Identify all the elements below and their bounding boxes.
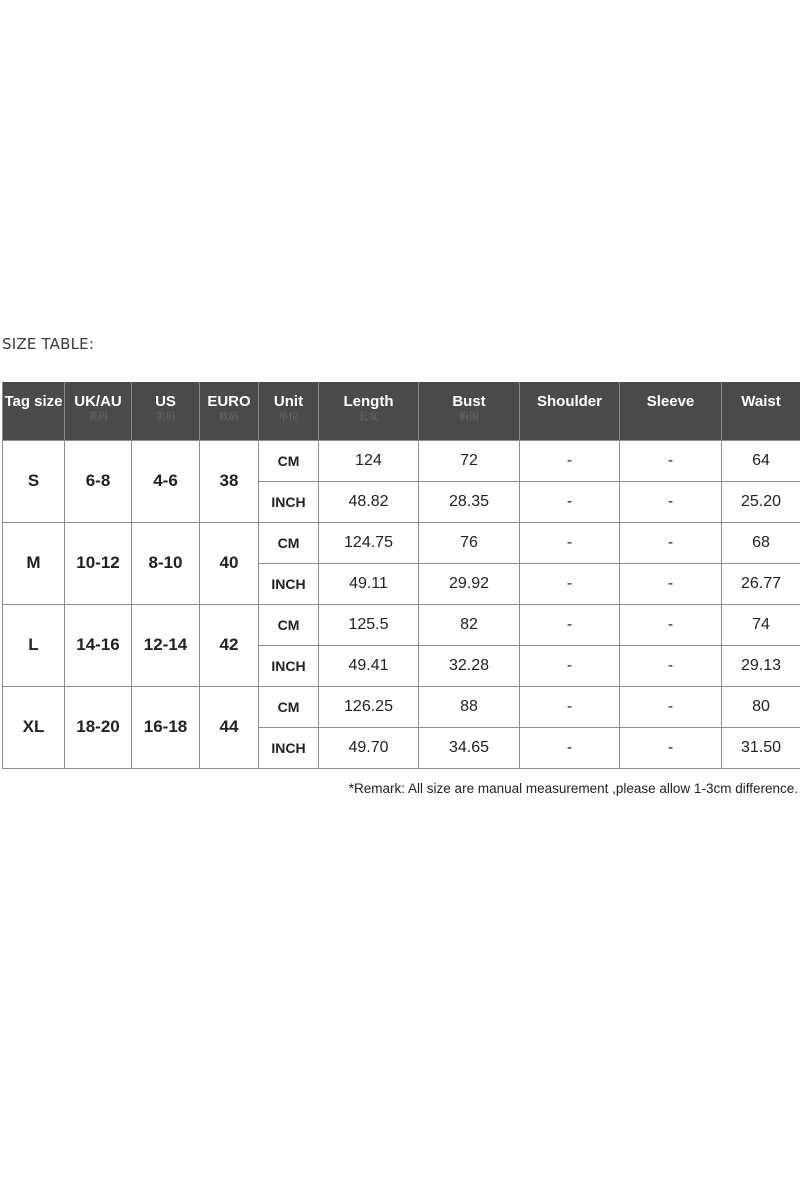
bust-cell: 82	[419, 604, 520, 645]
unit-cell: CM	[259, 686, 319, 727]
bust-cell: 76	[419, 522, 520, 563]
us-cell: 16-18	[132, 686, 200, 768]
length-cell: 126.25	[319, 686, 419, 727]
tag-size-cell: L	[3, 604, 65, 686]
waist-cell: 80	[722, 686, 800, 727]
remark-note: *Remark: All size are manual measurement ,please allow 1-3cm difference.	[348, 781, 798, 796]
length-cell: 124	[319, 440, 419, 481]
table-row	[3, 440, 800, 481]
bust-cell: 72	[419, 440, 520, 481]
bust-cell: 29.92	[419, 563, 520, 604]
header-tag-size: Tag size	[3, 382, 65, 440]
table-row	[3, 604, 800, 645]
header-us: US 美码	[132, 382, 200, 440]
shoulder-cell: -	[520, 727, 620, 768]
header-euro: EURO 欧码	[200, 382, 259, 440]
shoulder-cell: -	[520, 440, 620, 481]
bust-cell: 34.65	[419, 727, 520, 768]
bust-cell: 28.35	[419, 481, 520, 522]
unit-cell: CM	[259, 522, 319, 563]
length-cell: 125.5	[319, 604, 419, 645]
table-row	[3, 686, 800, 727]
table-row	[3, 522, 800, 563]
waist-cell: 31.50	[722, 727, 800, 768]
header-waist: Waist	[722, 382, 800, 440]
us-cell: 4-6	[132, 440, 200, 522]
waist-cell: 26.77	[722, 563, 800, 604]
sleeve-cell: -	[620, 645, 722, 686]
uk-au-cell: 10-12	[65, 522, 132, 604]
euro-cell: 44	[200, 686, 259, 768]
length-cell: 49.41	[319, 645, 419, 686]
page-title: SIZE TABLE:	[2, 335, 95, 353]
bust-cell: 32.28	[419, 645, 520, 686]
waist-cell: 74	[722, 604, 800, 645]
euro-cell: 42	[200, 604, 259, 686]
uk-au-cell: 14-16	[65, 604, 132, 686]
unit-cell: INCH	[259, 563, 319, 604]
uk-au-cell: 6-8	[65, 440, 132, 522]
euro-cell: 38	[200, 440, 259, 522]
sleeve-cell: -	[620, 522, 722, 563]
size-table	[2, 382, 800, 769]
unit-cell: CM	[259, 440, 319, 481]
us-cell: 8-10	[132, 522, 200, 604]
unit-cell: INCH	[259, 481, 319, 522]
header-unit: Unit 单位	[259, 382, 319, 440]
waist-cell: 29.13	[722, 645, 800, 686]
shoulder-cell: -	[520, 481, 620, 522]
shoulder-cell: -	[520, 645, 620, 686]
waist-cell: 25.20	[722, 481, 800, 522]
header-uk-au: UK/AU 英码	[65, 382, 132, 440]
sleeve-cell: -	[620, 481, 722, 522]
tag-size-cell: M	[3, 522, 65, 604]
bust-cell: 88	[419, 686, 520, 727]
us-cell: 12-14	[132, 604, 200, 686]
unit-cell: INCH	[259, 727, 319, 768]
euro-cell: 40	[200, 522, 259, 604]
unit-cell: CM	[259, 604, 319, 645]
sleeve-cell: -	[620, 686, 722, 727]
sleeve-cell: -	[620, 440, 722, 481]
shoulder-cell: -	[520, 604, 620, 645]
sleeve-cell: -	[620, 727, 722, 768]
length-cell: 49.11	[319, 563, 419, 604]
shoulder-cell: -	[520, 686, 620, 727]
header-length: Length 长度	[319, 382, 419, 440]
tag-size-cell: S	[3, 440, 65, 522]
length-cell: 48.82	[319, 481, 419, 522]
sleeve-cell: -	[620, 563, 722, 604]
header-row	[3, 382, 800, 440]
tag-size-cell: XL	[3, 686, 65, 768]
header-shoulder: Shoulder	[520, 382, 620, 440]
unit-cell: INCH	[259, 645, 319, 686]
sleeve-cell: -	[620, 604, 722, 645]
shoulder-cell: -	[520, 522, 620, 563]
shoulder-cell: -	[520, 563, 620, 604]
length-cell: 49.70	[319, 727, 419, 768]
waist-cell: 68	[722, 522, 800, 563]
length-cell: 124.75	[319, 522, 419, 563]
waist-cell: 64	[722, 440, 800, 481]
header-sleeve: Sleeve	[620, 382, 722, 440]
uk-au-cell: 18-20	[65, 686, 132, 768]
header-bust: Bust 胸围	[419, 382, 520, 440]
